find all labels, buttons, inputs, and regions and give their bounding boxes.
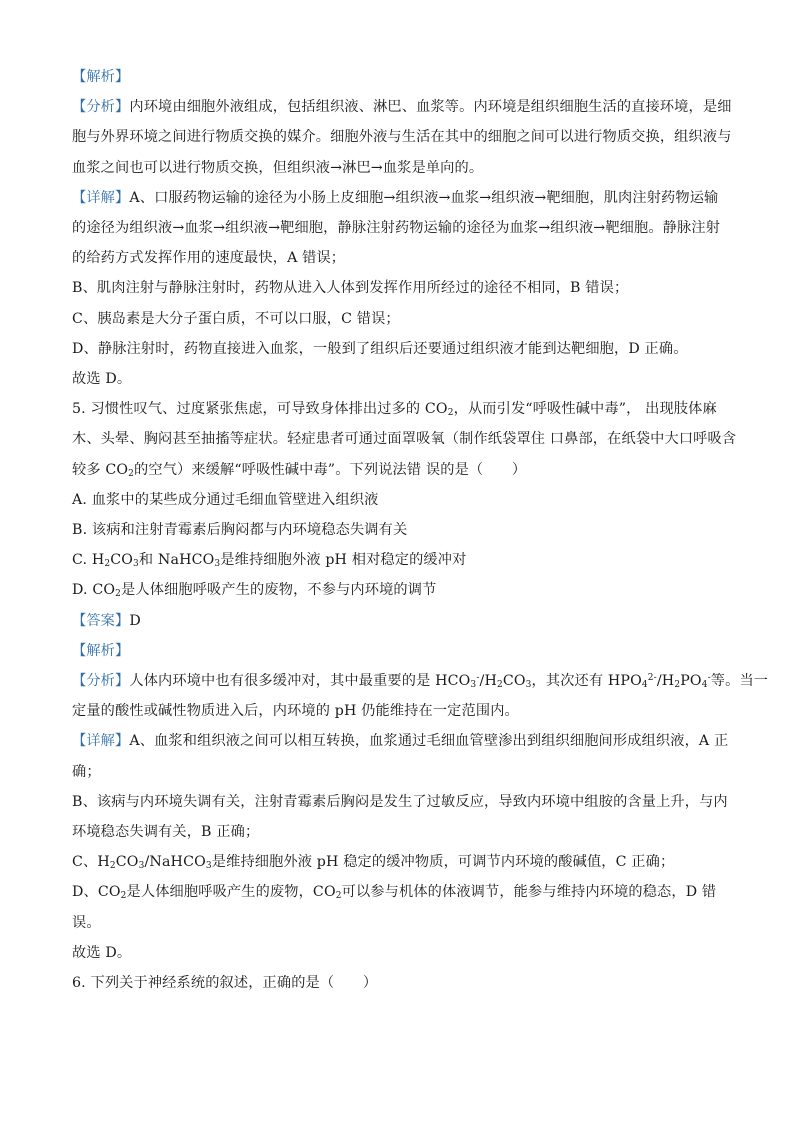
q4-analysis-heading: 【解析】 [72, 69, 130, 85]
q4-xiangjie-line-1: 【详解】A、口服药物运输的途径为小肠上皮细胞→组织液→血浆→组织液→靶细胞，肌肉注射药物运输 [72, 189, 719, 206]
q5-option-b-explanation-1: B、该病与内环境失调有关，注射青霉素后胸闷是发生了过敏反应，导致内环境中组胺的含量上升，与内 [72, 793, 728, 810]
q5-answer: 【答案】D [72, 612, 141, 629]
q5-choose: 故选 D。 [72, 944, 132, 961]
q5-fenxi-line-1: 【分析】人体内环境中也有很多缓冲对，其中最重要的是 $HCO_3^-/H_2CO_3$，其次还有 $HPO_4^{2-}/H_2PO_4^-$等。当一 [72, 673, 769, 691]
q4-option-c-explanation: C、胰岛素是大分子蛋白质，不可以口服，C 错误； [72, 310, 400, 327]
q5-option-d-explanation-1: D、$CO_2$是人体细胞呼吸产生的废物，$CO_2$可以参与机体的体液调节，能参与维持内环境的稳态，D 错 [72, 884, 717, 902]
q5-option-c: C. $H_2CO_3$和 NaHCO$_3$是维持细胞外液 pH 相对稳定的缓冲对 [72, 552, 467, 570]
q4-xiangjie-line-3: 的给药方式发挥作用的速度最快，A 错误； [72, 250, 346, 267]
q4-fenxi-line-3: 血浆之间也可以进行物质交换，但组织液→淋巴→血浆是单向的。 [72, 159, 484, 176]
q6-stem: 6. 下列关于神经系统的叙述，正确的是（ ） [72, 975, 378, 992]
q4-xiangjie-line-2: 的途径为组织液→血浆→组织液→靶细胞，静脉注射药物运输的途径为血浆→组织液→靶细胞。静脉注射 [72, 220, 721, 237]
q5-xiangjie-line-2: 确； [72, 763, 101, 780]
q5-analysis-heading: 【解析】 [72, 642, 130, 659]
q5-option-d: D. $CO_2$是人体细胞呼吸产生的废物，不参与内环境的调节 [72, 582, 437, 600]
q4-choose: 故选 D。 [72, 371, 132, 388]
q5-option-c-explanation: C、$H_2CO_3/NaHCO_3$是维持细胞外液 pH 稳定的缓冲物质，可调节内环境的酸碱值，C 正确； [72, 854, 675, 872]
q5-stem-line-2: 木、头晕、胸闷甚至抽搐等症状。轻症患者可通过面罩吸氧（制作纸袋罩住 口鼻部，在纸袋中大口呼吸含 [72, 431, 737, 448]
q4-fenxi-line-1: 【分析】内环境由细胞外液组成，包括组织液、淋巴、血浆等。内环境是组织细胞生活的直接环境，是细 [72, 99, 732, 116]
q4-fenxi-tag: 【分析】 [72, 99, 130, 116]
q4-xiangjie-tag: 【详解】 [72, 189, 130, 206]
q5-option-d-explanation-2: 误。 [72, 914, 101, 931]
q5-option-b: B. 该病和注射青霉素后胸闷都与内环境稳态失调有关 [72, 522, 408, 539]
q4-fenxi-line-2: 胞与外界环境之间进行物质交换的媒介。细胞外液与生活在其中的细胞之间可以进行物质交换，组织液与 [72, 129, 732, 146]
q5-stem-line-3: 较多 $CO_2$的空气）来缓解“呼吸性碱中毒”。下列说法错 误的是（ ） [72, 461, 527, 479]
document-page [72, 62, 769, 998]
q5-option-a: A. 血浆中的某些成分通过毛细血管壁进入组织液 [72, 491, 379, 508]
q5-stem-line-1: 5. 习惯性叹气、过度紧张焦虑，可导致身体排出过多的 $CO_2$，从而引发“呼吸性碱中毒”， 出现肢体麻 [72, 401, 717, 419]
q5-option-b-explanation-2: 环境稳态失调有关，B 正确； [72, 824, 260, 841]
q5-fenxi-line-2: 定量的酸性或碱性物质进入后，内环境的 pH 仍能维持在一定范围内。 [72, 703, 519, 720]
q4-option-d-explanation: D、静脉注射时，药物直接进入血浆，一般到了组织后还要通过组织液才能到达靶细胞，D 正确。 [72, 340, 688, 357]
q4-option-b-explanation: B、肌肉注射与静脉注射时，药物从进入人体到发挥作用所经过的途径不相同，B 错误； [72, 280, 629, 297]
q5-xiangjie-line-1: 【详解】A、血浆和组织液之间可以相互转换，血浆通过毛细血管壁渗出到组织细胞间形成组织液，A 正 [72, 733, 729, 750]
